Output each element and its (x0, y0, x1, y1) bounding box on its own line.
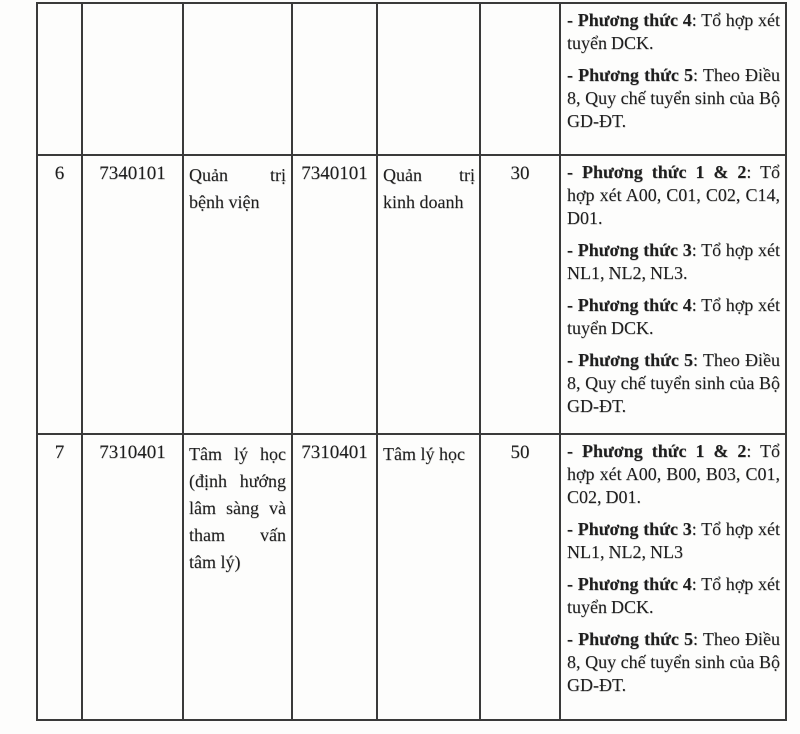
table-row-6 (37, 155, 786, 434)
method-text: : Tổ hợp xét tuyển DCK. (567, 10, 781, 53)
method-text: : Tổ hợp xét tuyển DCK. (567, 574, 781, 617)
program-code-cell: 7340101 (292, 155, 377, 434)
method-text: : Tổ hợp xét NL1, NL2, NL3. (567, 240, 781, 283)
method-paragraph (567, 349, 780, 418)
method-label: - Phương thức 5 (567, 65, 694, 85)
admission-methods-cell (560, 155, 786, 434)
major-name-cell: Quản trị bệnh viện (183, 155, 292, 434)
method-text: : Tổ hợp xét A00, B00, B03, C01, C02, D01. (567, 441, 781, 507)
method-label: - Phương thức 3 (567, 240, 692, 260)
major-code-cell (82, 3, 183, 155)
program-name-cell: Tâm lý học (377, 434, 480, 720)
method-text: : Tổ hợp xét NL1, NL2, NL3 (567, 519, 781, 562)
method-paragraph (567, 64, 780, 133)
method-text: : Tổ hợp xét tuyển DCK. (567, 295, 781, 338)
program-name-cell (377, 3, 480, 155)
quota-cell: 30 (480, 155, 560, 434)
table-row-continuation (37, 3, 786, 155)
admission-methods-cell (560, 434, 786, 720)
method-paragraph (567, 440, 780, 509)
method-label: - Phương thức 4 (567, 10, 692, 30)
method-label: - Phương thức 5 (567, 350, 694, 370)
method-text: : Theo Điều 8, Quy chế tuyển sinh của Bộ GD-ĐT. (567, 350, 781, 416)
method-paragraph (567, 573, 780, 619)
major-code-cell: 7340101 (82, 155, 183, 434)
method-paragraph (567, 239, 780, 285)
method-label: - Phương thức 1 & 2 (567, 441, 747, 461)
method-paragraph (567, 294, 780, 340)
stt-cell: 7 (37, 434, 82, 720)
method-text: : Theo Điều 8, Quy chế tuyển sinh của Bộ GD-ĐT. (567, 65, 781, 131)
admission-methods-cell (560, 3, 786, 155)
admission-majors-table (36, 2, 787, 721)
major-code-cell: 7310401 (82, 434, 183, 720)
major-name-cell: Tâm lý học (định hướng lâm sàng và tham vấn tâm lý) (183, 434, 292, 720)
program-code-cell: 7310401 (292, 434, 377, 720)
method-paragraph (567, 628, 780, 697)
method-label: - Phương thức 5 (567, 629, 694, 649)
method-text: : Tổ hợp xét A00, C01, C02, C14, D01. (567, 162, 781, 228)
method-label: - Phương thức 1 & 2 (567, 162, 747, 182)
method-text: : Theo Điều 8, Quy chế tuyển sinh của Bộ GD-ĐT. (567, 629, 781, 695)
method-label: - Phương thức 4 (567, 574, 692, 594)
method-paragraph (567, 161, 780, 230)
method-label: - Phương thức 4 (567, 295, 692, 315)
table-row-7 (37, 434, 786, 720)
method-paragraph (567, 518, 780, 564)
program-code-cell (292, 3, 377, 155)
major-name-cell (183, 3, 292, 155)
quota-cell (480, 3, 560, 155)
program-name-cell: Quản trị kinh doanh (377, 155, 480, 434)
stt-cell (37, 3, 82, 155)
stt-cell: 6 (37, 155, 82, 434)
quota-cell: 50 (480, 434, 560, 720)
method-label: - Phương thức 3 (567, 519, 692, 539)
method-paragraph (567, 9, 780, 55)
